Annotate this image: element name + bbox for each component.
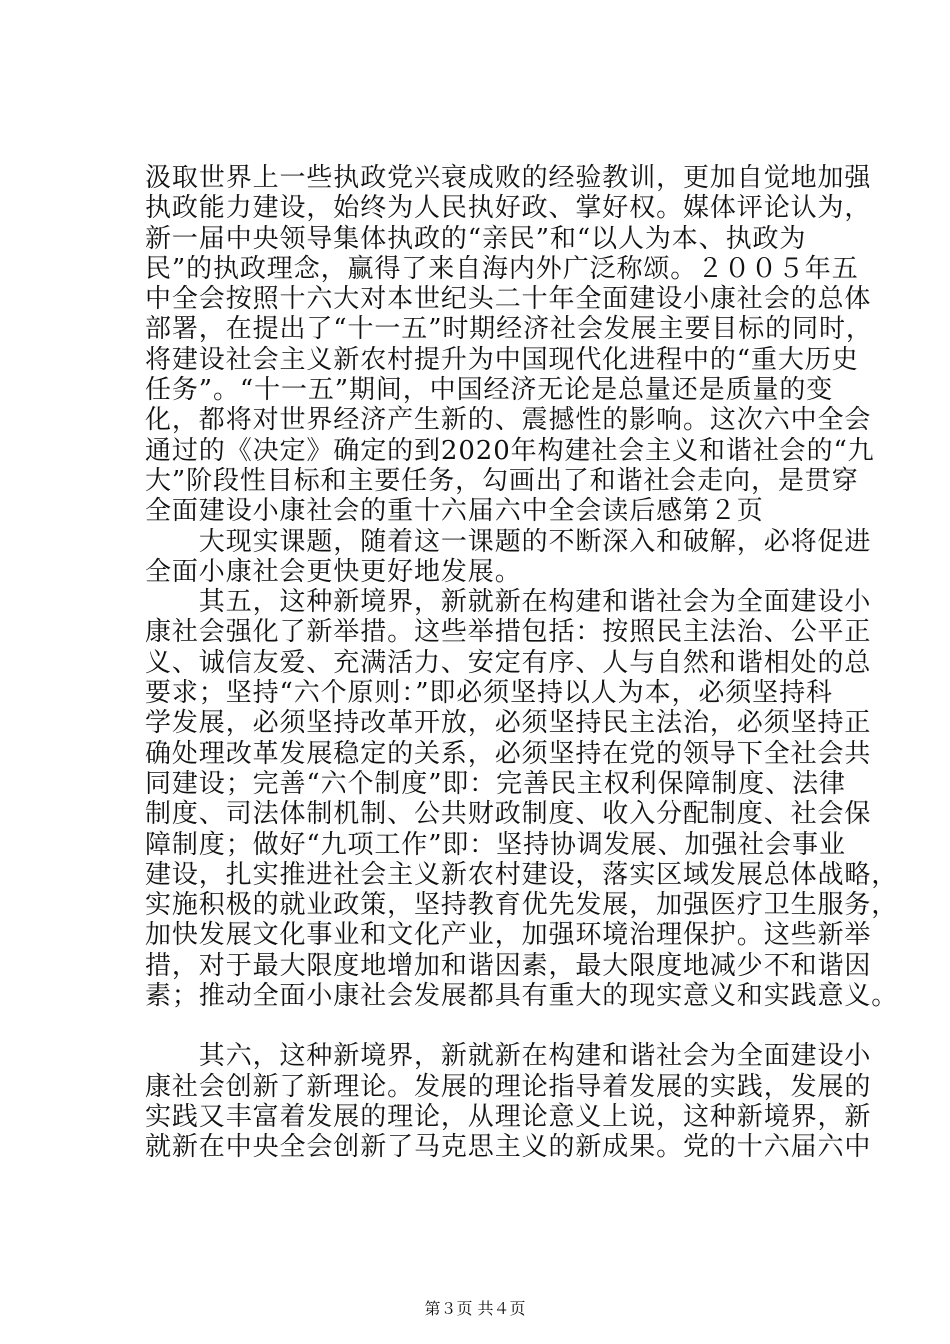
text-line: 素；推动全面小康社会发展都具有重大的现实意义和实践意义。 [145,981,899,1012]
text-line: 康社会强化了新举措。这些举措包括：按照民主法治、公平正 [145,617,872,648]
text-line: 大”阶段性目标和主要任务，勾画出了和谐社会走向，是贯穿 [145,465,859,496]
text-line: 全面小康社会更快更好地发展。 [145,556,522,587]
text-line: 障制度；做好“九项工作”即：坚持协调发展、加强社会事业 [145,829,846,860]
text-line: 将建设社会主义新农村提升为中国现代化进程中的“重大历史 [145,344,859,375]
text-line: 大现实课题，随着这一课题的不断深入和破解，必将促进 [145,526,872,557]
paragraph-1 [145,163,875,527]
text-line: 新一届中央领导集体执政的“亲民”和“以人为本、执政为 [145,223,807,254]
text-line: 加快发展文化事业和文化产业，加强环境治理保护。这些新举 [145,920,872,951]
text-line: 制度、司法体制机制、公共财政制度、收入分配制度、社会保 [145,799,872,830]
paragraph-4 [145,1041,872,1163]
text-line: 民”的执政理念，赢得了来自海内外广泛称颂。２００５年五 [145,253,859,284]
text-line: 实践又丰富着发展的理论，从理论意义上说，这种新境界，新 [145,1101,872,1132]
text-line: 要求；坚持“六个原则：”即必须坚持以人为本，必须坚持科 [145,678,833,709]
text-line: 康社会创新了新理论。发展的理论指导着发展的实践，发展的 [145,1071,872,1102]
text-line: 通过的《决定》确定的到2020年构建社会主义和谐社会的“九 [145,435,875,466]
text-line: 同建设；完善“六个制度”即：完善民主权利保障制度、法律 [145,768,846,799]
document-body [145,163,899,1163]
text-line: 任务”。“十一五”期间，中国经济无论是总量还是质量的变 [145,375,834,406]
paragraph-2 [145,526,872,588]
text-line: 学发展，必须坚持改革开放，必须坚持民主法治，必须坚持正 [145,708,872,739]
text-line: 措，对于最大限度地增加和谐因素，最大限度地减少不和谐因 [145,950,872,981]
text-line: 就新在中央全会创新了马克思主义的新成果。党的十六届六中 [145,1132,872,1163]
text-line: 确处理改革发展稳定的关系，必须坚持在党的领导下全社会共 [145,738,872,769]
text-line: 实施积极的就业政策，坚持教育优先发展，加强医疗卫生服务， [145,890,899,921]
text-line: 义、诚信友爱、充满活力、安定有序、人与自然和谐相处的总 [145,647,872,678]
text-line: 部署，在提出了“十一五”时期经济社会发展主要目标的同时， [145,314,873,345]
text-line: 汲取世界上一些执政党兴衰成败的经验教训，更加自觉地加强 [145,163,872,193]
text-line: 其六，这种新境界，新就新在构建和谐社会为全面建设小 [145,1041,872,1072]
text-line: 化，都将对世界经济产生新的、震撼性的影响。这次六中全会 [145,405,872,436]
text-line: 建设，扎实推进社会主义新农村建设，落实区域发展总体战略， [145,859,899,890]
page-number-footer: 第３页 共４页 [424,1299,526,1318]
text-line: 中全会按照十六大对本世纪头二十年全面建设小康社会的总体 [145,284,872,315]
paragraph-3 [145,587,899,1012]
text-line: 其五，这种新境界，新就新在构建和谐社会为全面建设小 [145,587,872,618]
text-line: 全面建设小康社会的重十六届六中全会读后感第２页 [145,496,764,527]
text-line: 执政能力建设，始终为人民执好政、掌好权。媒体评论认为， [145,193,872,224]
paragraph-gap [145,1011,845,1041]
